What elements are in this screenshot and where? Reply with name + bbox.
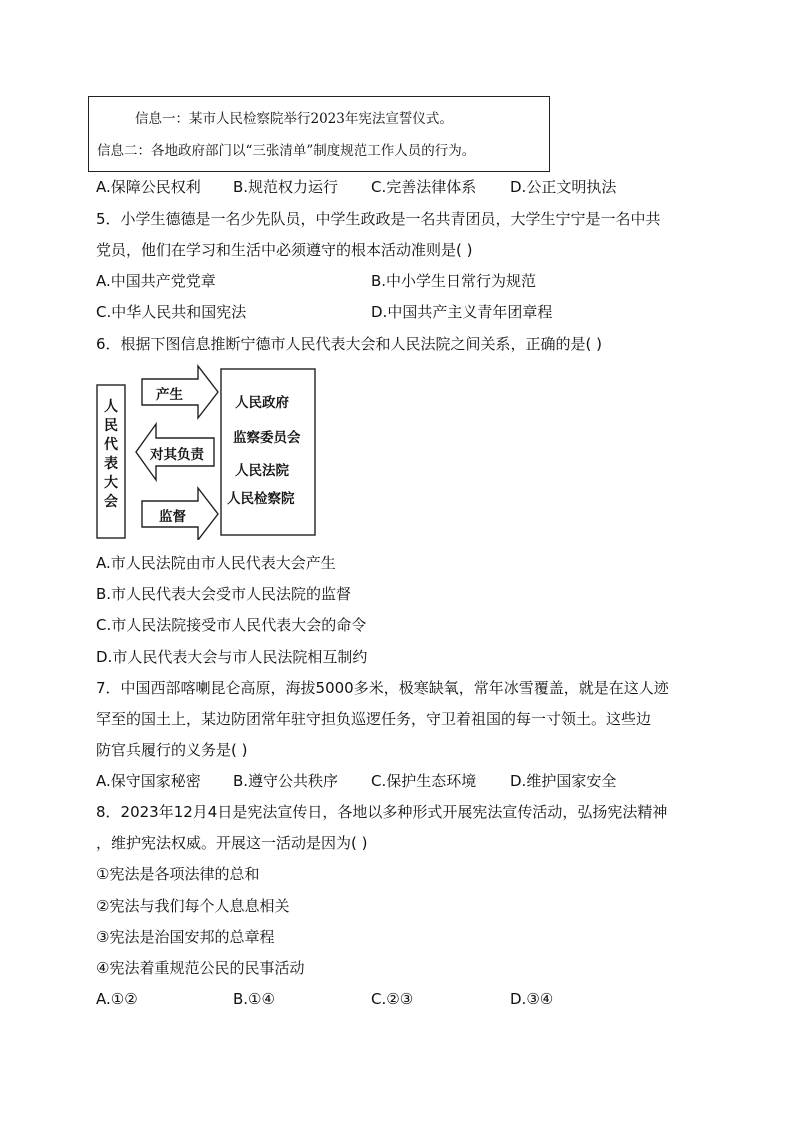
arrow-supervise-label: 监督 <box>159 509 186 525</box>
q6-option-b: B.市人民代表大会受市人民法院的监督 <box>96 585 352 603</box>
q5-stem-line-2: 党员，他们在学习和生活中必须遵守的根本活动准则是( ) <box>96 241 473 259</box>
q8-statement-2: ②宪法与我们每个人息息相关 <box>96 897 290 915</box>
q8-stem-line-1: 8．2023年12月4日是宪法宣传日，各地以多种形式开展宪法宣传活动，弘扬宪法精神 <box>96 803 668 821</box>
info-line-2: 信息二：各地政府部门以“三张清单”制度规范工作人员的行为。 <box>97 143 476 159</box>
q6-option-c: C.市人民法院接受市人民代表大会的命令 <box>96 616 367 634</box>
q8-option-b: B.①④ <box>233 990 275 1008</box>
arrow-produce-label: 产生 <box>156 387 183 403</box>
q7-stem-line-3: 防官兵履行的义务是( ) <box>96 741 248 759</box>
q8-stem-line-2: ，维护宪法权威。开展这一活动是因为( ) <box>96 834 368 852</box>
q6-option-d: D.市人民代表大会与市人民法院相互制约 <box>96 648 368 666</box>
q5-option-a: A.中国共产党党章 <box>96 272 216 290</box>
q8-statement-3: ③宪法是治国安邦的总章程 <box>96 928 275 946</box>
q5-option-d: D.中国共产主义青年团章程 <box>371 303 553 321</box>
right-item-procuratorate: 人民检察院 <box>227 491 295 507</box>
q5-option-c: C.中华人民共和国宪法 <box>96 303 247 321</box>
right-item-supervisory-commission: 监察委员会 <box>233 430 301 446</box>
arrow-responsible-label: 对其负责 <box>150 447 204 463</box>
left-box-label: 人 民 代 表 大 会 <box>104 399 118 510</box>
q7-option-b: B.遵守公共秩序 <box>233 772 339 790</box>
q6-option-a: A.市人民法院由市人民代表大会产生 <box>96 554 336 572</box>
q8-option-a: A.①② <box>96 990 138 1008</box>
q5-stem-line-1: 5．小学生德德是一名少先队员，中学生政政是一名共青团员，大学生宁宁是一名中共 <box>96 210 661 228</box>
q8-statement-1: ①宪法是各项法律的总和 <box>96 865 260 883</box>
q8-statement-4: ④宪法着重规范公民的民事活动 <box>96 959 305 977</box>
q6-stem: 6．根据下图信息推断宁德市人民代表大会和人民法院之间关系，正确的是( ) <box>96 335 603 353</box>
q4-option-c: C.完善法律体系 <box>371 178 477 196</box>
q8-option-d: D.③④ <box>510 990 554 1008</box>
q7-option-a: A.保守国家秘密 <box>96 772 201 790</box>
q7-stem-line-1: 7．中国西部喀喇昆仑高原，海拔5000多米，极寒缺氧，常年冰雪覆盖，就是在这人迹 <box>96 679 669 697</box>
q7-stem-line-2: 罕至的国土上，某边防团常年驻守担负巡逻任务，守卫着祖国的每一寸领土。这些边 <box>96 710 652 728</box>
q4-option-b: B.规范权力运行 <box>233 178 339 196</box>
q5-option-b: B.中小学生日常行为规范 <box>371 272 537 290</box>
q4-option-d: D.公正文明执法 <box>510 178 617 196</box>
q4-option-a: A.保障公民权利 <box>96 178 201 196</box>
q7-option-d: D.维护国家安全 <box>510 772 617 790</box>
organ-relationship-diagram <box>96 364 356 540</box>
q8-option-c: C.②③ <box>371 990 414 1008</box>
info-box <box>88 96 550 172</box>
right-item-court: 人民法院 <box>235 463 289 479</box>
info-line-1: 信息一：某市人民检察院举行2023年宪法宣誓仪式。 <box>135 111 453 127</box>
diagram-shapes <box>96 364 356 540</box>
q7-option-c: C.保护生态环境 <box>371 772 477 790</box>
right-item-government: 人民政府 <box>235 395 289 411</box>
